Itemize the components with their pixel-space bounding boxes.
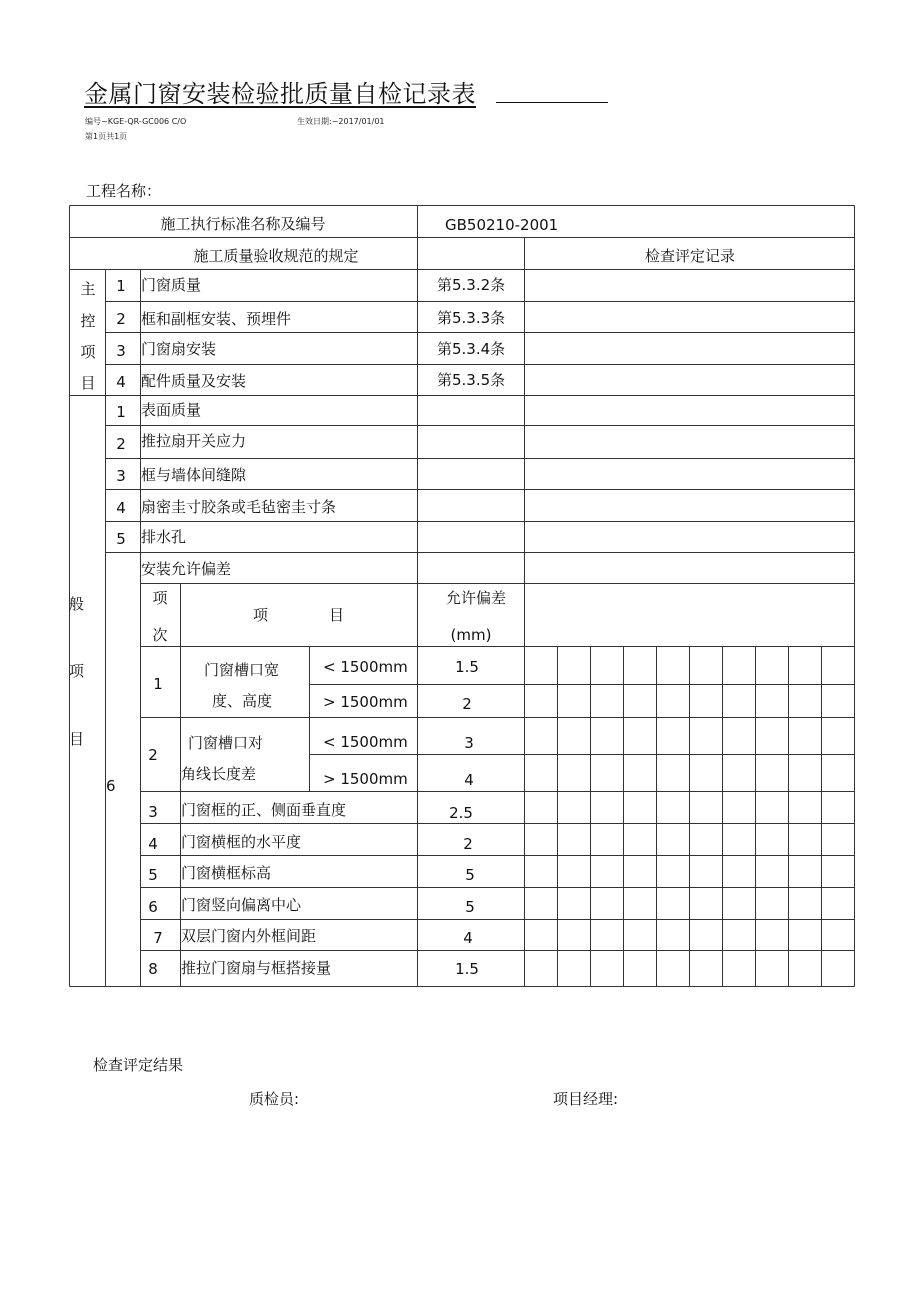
general-item-name: 排水孔 [141, 528, 187, 546]
general-item-no: 5 [116, 530, 126, 548]
dev-item-name: 度、高度 [212, 692, 273, 710]
dev-seq: 6 [148, 898, 158, 916]
spec-header: 施工质量验收规范的规定 [193, 247, 359, 265]
main-item-name: 门窗质量 [141, 276, 202, 294]
main-item-clause: 第5.3.2条 [437, 276, 506, 294]
result-label: 检查评定结果 [93, 1056, 184, 1074]
main-item-name: 配件质量及安装 [141, 372, 247, 390]
deviation-item-no: 6 [106, 777, 116, 795]
dev-tolerance: 3 [464, 734, 474, 752]
dev-item-name: 门窗槽口宽 [204, 661, 280, 679]
dev-item-name: 角线长度差 [181, 765, 257, 783]
page-number: 第1页共1页 [85, 132, 128, 141]
manager-signature-label: 项目经理: [553, 1090, 619, 1108]
dev-seq: 1 [153, 675, 163, 693]
standard-name-label: 施工执行标准名称及编号 [160, 215, 326, 233]
dev-range: < 1500mm [323, 658, 408, 676]
main-item-no: 1 [116, 277, 126, 295]
dev-range: > 1500mm [323, 693, 408, 711]
general-item-name: 安装允许偏差 [141, 560, 232, 578]
dev-header-item: 项 [253, 606, 269, 624]
main-item-no: 3 [116, 342, 126, 360]
dev-item-name: 门窗横框标高 [181, 864, 272, 882]
dev-header-seq: 次 [152, 626, 168, 644]
main-item-clause: 第5.3.5条 [437, 371, 506, 389]
dev-item-name: 双层门窗内外框间距 [181, 927, 317, 945]
general-item-no: 3 [116, 467, 126, 485]
dev-item-name: 门窗横框的水平度 [181, 833, 302, 851]
dev-item-name: 推拉门窗扇与框搭接量 [181, 959, 332, 977]
dev-range: < 1500mm [323, 733, 408, 751]
dev-range: > 1500mm [323, 770, 408, 788]
dev-seq: 2 [148, 746, 158, 764]
inspector-signature-label: 质检员: [249, 1090, 300, 1108]
dev-seq: 3 [148, 803, 158, 821]
record-header: 检查评定记录 [644, 247, 736, 265]
dev-tolerance: 5 [465, 898, 475, 916]
main-item-no: 2 [116, 310, 126, 328]
main-item-name: 门窗扇安装 [141, 340, 217, 358]
dev-tolerance: 4 [464, 771, 474, 789]
main-item-clause: 第5.3.4条 [437, 340, 506, 358]
inspection-table [69, 205, 855, 987]
main-group-label: 目 [80, 374, 96, 392]
page-title: 金属门窗安装检验批质量自检记录表 [84, 80, 476, 108]
main-item-clause: 第5.3.3条 [437, 309, 506, 327]
main-item-no: 4 [116, 373, 126, 391]
main-item-name: 框和副框安装、预埋件 [141, 310, 292, 328]
effective-date: 生效日期:~2017/01/01 [297, 117, 385, 126]
dev-header-item: 目 [329, 606, 345, 624]
general-group-label: 项 [69, 662, 85, 680]
general-item-name: 推拉扇开关应力 [141, 432, 247, 450]
dev-item-name: 门窗框的正、侧面垂直度 [181, 801, 347, 819]
dev-item-name: 门窗槽口对 [188, 734, 264, 752]
dev-tolerance: 2 [463, 835, 473, 853]
project-name-label: 工程名称： [86, 182, 162, 200]
main-group-label: 控 [80, 312, 96, 330]
general-group-label: 般 [69, 595, 85, 613]
general-item-no: 2 [116, 435, 126, 453]
general-item-name: 表面质量 [141, 401, 202, 419]
dev-tolerance: 2 [462, 695, 472, 713]
dev-tolerance: 1.5 [455, 960, 479, 978]
dev-header-seq: 项 [152, 589, 168, 607]
dev-header-tolerance: 允许偏差 [445, 589, 507, 607]
dev-seq: 7 [153, 929, 163, 947]
dev-seq: 4 [148, 835, 158, 853]
general-item-no: 4 [116, 499, 126, 517]
main-group-label: 项 [80, 343, 96, 361]
general-item-name: 扇密圭寸胶条或毛毡密圭寸条 [141, 498, 337, 516]
dev-header-tolerance-unit: (mm) [450, 626, 492, 644]
dev-tolerance: 2.5 [449, 804, 473, 822]
dev-tolerance: 5 [465, 866, 475, 884]
dev-item-name: 门窗竖向偏离中心 [181, 896, 302, 914]
general-group-label: 目 [69, 730, 85, 748]
document-code: 编号~KGE-QR-GC006 C/O [85, 117, 187, 126]
general-item-name: 框与墙体间缝隙 [141, 466, 247, 484]
main-group-label: 主 [80, 280, 96, 298]
dev-tolerance: 1.5 [455, 658, 479, 676]
dev-seq: 8 [148, 960, 158, 978]
dev-seq: 5 [148, 866, 158, 884]
title-blank-line [496, 80, 608, 103]
standard-code: GB50210-2001 [445, 216, 559, 234]
general-item-no: 1 [116, 403, 126, 421]
dev-tolerance: 4 [463, 929, 473, 947]
